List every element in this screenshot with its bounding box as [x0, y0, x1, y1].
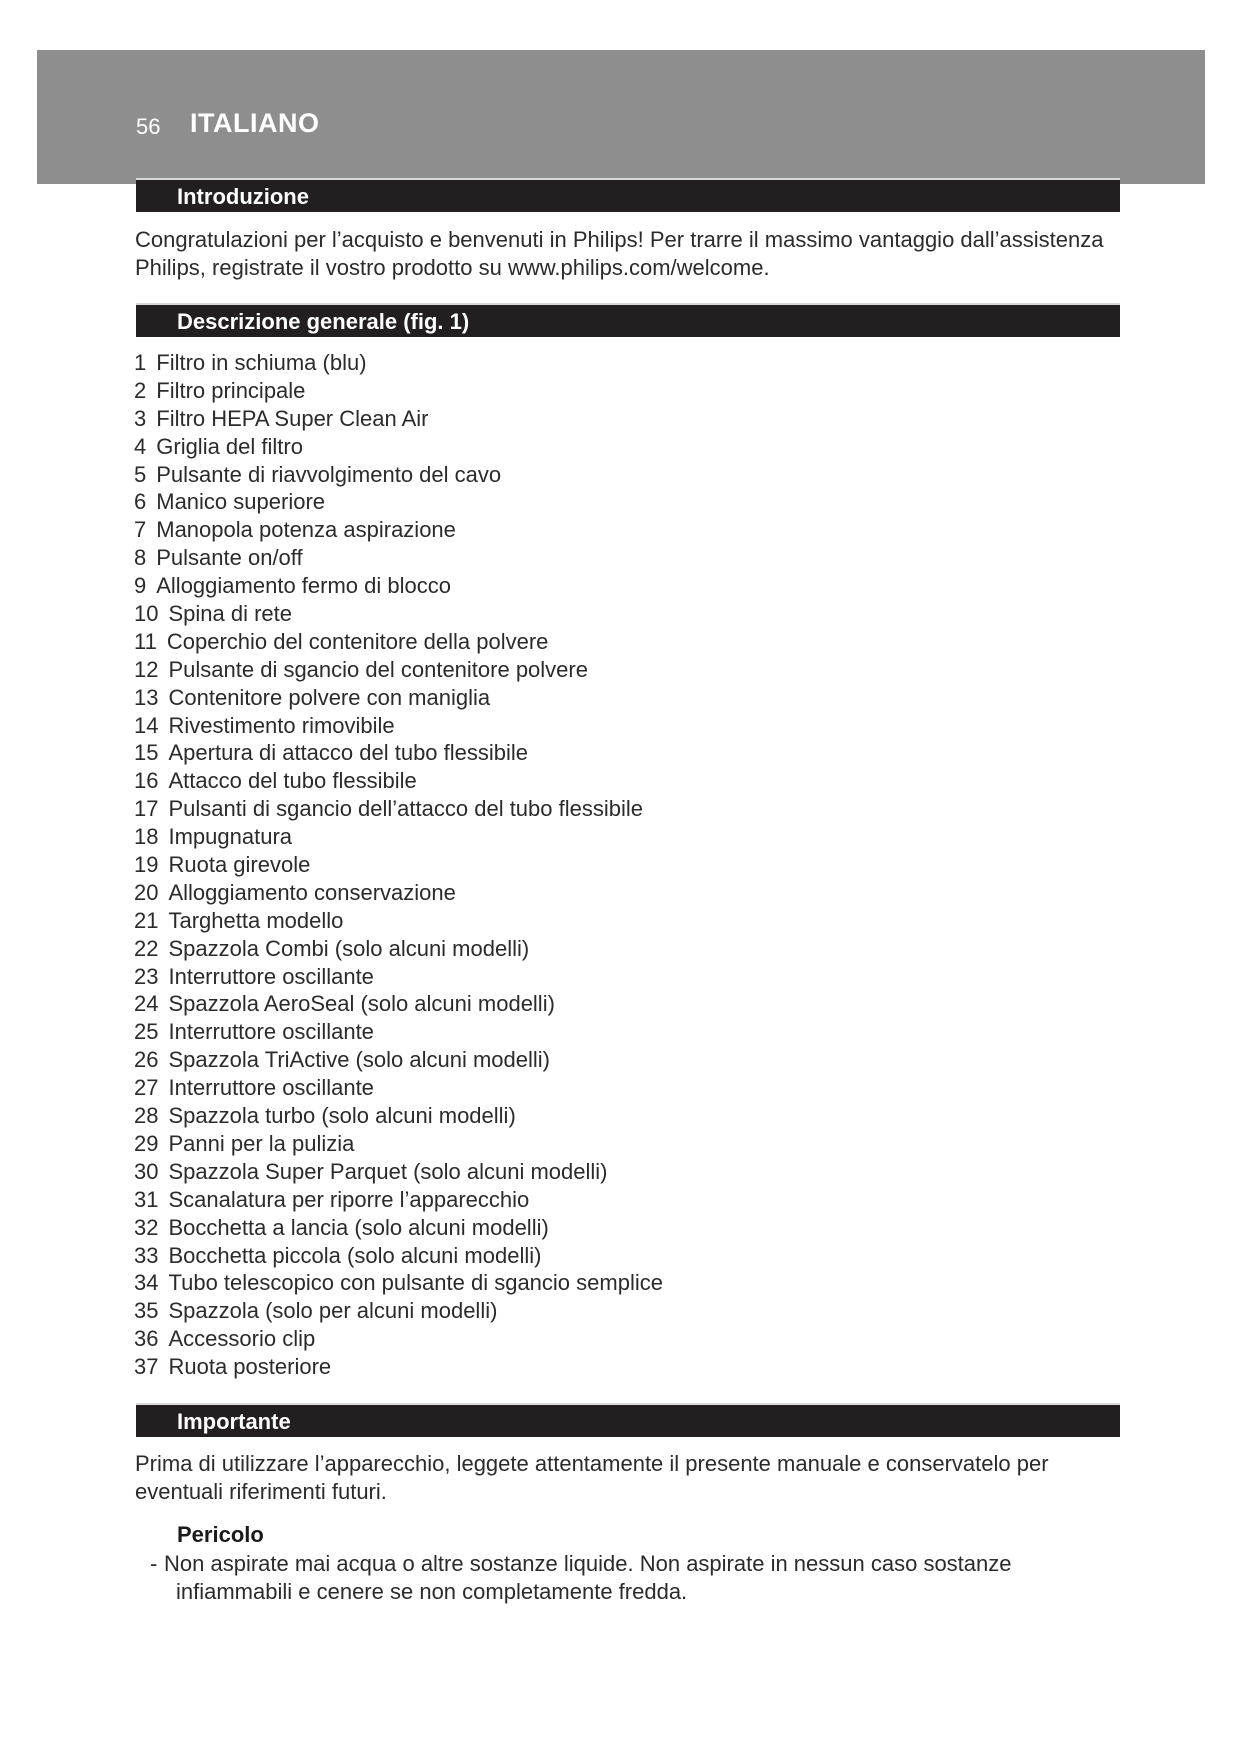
- list-item-number: 29: [134, 1130, 159, 1156]
- list-item-number: 33: [134, 1242, 159, 1268]
- list-item-number: 36: [134, 1326, 159, 1352]
- list-item-number: 24: [134, 991, 159, 1017]
- language-title: ITALIANO: [190, 108, 320, 138]
- list-item-number: 25: [134, 1019, 159, 1045]
- list-item: [134, 1269, 663, 1297]
- list-item-label: Spazzola TriActive (solo alcuni modelli): [168, 1047, 550, 1073]
- list-item-number: 37: [134, 1354, 159, 1380]
- list-item-number: 10: [134, 601, 159, 627]
- list-item-label: Bocchetta a lancia (solo alcuni modelli): [168, 1214, 549, 1240]
- list-item: [134, 656, 663, 684]
- list-item-number: 30: [134, 1158, 159, 1184]
- bullet-dash: -: [150, 1551, 158, 1576]
- list-item: [134, 1242, 663, 1270]
- list-item-label: Interruttore oscillante: [168, 1019, 374, 1045]
- list-item: [134, 1074, 663, 1102]
- list-item-number: 4: [134, 433, 147, 459]
- important-line-1: Prima di utilizzare l’apparecchio, leggete attentamente il presente manuale e conservatelo per: [135, 1451, 1049, 1476]
- list-item-label: Spazzola Combi (solo alcuni modelli): [168, 935, 530, 961]
- list-item-number: 7: [134, 517, 147, 543]
- list-item-number: 19: [134, 852, 159, 878]
- list-item: [134, 461, 663, 489]
- list-item-number: 6: [134, 489, 147, 515]
- list-item-label: Manopola potenza aspirazione: [156, 517, 456, 543]
- list-item: [134, 516, 663, 544]
- list-item-number: 28: [134, 1103, 159, 1129]
- list-item: [134, 1214, 663, 1242]
- list-item-number: 13: [134, 684, 159, 710]
- list-item-number: 2: [134, 377, 147, 403]
- list-item-number: 5: [134, 461, 147, 487]
- important-paragraph: [135, 1450, 1125, 1506]
- intro-line-2: Philips, registrate il vostro prodotto su www.philips.com/welcome.: [135, 255, 770, 280]
- list-item-label: Filtro principale: [156, 377, 306, 403]
- list-item-label: Spazzola (solo per alcuni modelli): [168, 1298, 498, 1324]
- list-item-number: 17: [134, 796, 159, 822]
- list-item-label: Ruota girevole: [168, 852, 311, 878]
- list-item-number: 18: [134, 824, 159, 850]
- list-item: [134, 795, 663, 823]
- list-item: [134, 1353, 663, 1381]
- list-item: [134, 544, 663, 572]
- list-item-number: 23: [134, 963, 159, 989]
- list-item: [134, 963, 663, 991]
- list-item-label: Ruota posteriore: [168, 1354, 332, 1380]
- list-item-number: 15: [134, 740, 159, 766]
- parts-list: [134, 349, 663, 1381]
- bullet-line-2: infiammabili e cenere se non completamente fredda.: [176, 1579, 688, 1604]
- list-item: [134, 628, 663, 656]
- list-item-label: Alloggiamento fermo di blocco: [156, 573, 451, 599]
- list-item: [134, 907, 663, 935]
- list-item-label: Pulsante di riavvolgimento del cavo: [156, 461, 502, 487]
- list-item: [134, 1130, 663, 1158]
- list-item-label: Pulsante di sgancio del contenitore polvere: [168, 656, 588, 682]
- list-item-label: Scanalatura per riporre l’apparecchio: [168, 1186, 530, 1212]
- list-item: [134, 1018, 663, 1046]
- list-item-label: Apertura di attacco del tubo flessibile: [168, 740, 529, 766]
- list-item-label: Targhetta modello: [168, 907, 344, 933]
- danger-bullet: [150, 1550, 1050, 1606]
- section-heading-descrizione: Descrizione generale (fig. 1): [136, 303, 1120, 337]
- list-item: [134, 1186, 663, 1214]
- list-item-number: 1: [134, 350, 147, 375]
- list-item-label: Coperchio del contenitore della polvere: [166, 628, 549, 654]
- list-item-number: 9: [134, 573, 147, 599]
- list-item: [134, 684, 663, 712]
- list-item-label: Attacco del tubo flessibile: [168, 768, 417, 794]
- intro-paragraph: [135, 226, 1125, 282]
- list-item: [134, 1046, 663, 1074]
- list-item: [134, 600, 663, 628]
- page-number: 56: [136, 114, 161, 139]
- list-item-label: Rivestimento rimovibile: [168, 712, 395, 738]
- list-item: [134, 767, 663, 795]
- list-item: [134, 433, 663, 461]
- list-item-number: 11: [134, 628, 157, 654]
- list-item: [134, 488, 663, 516]
- list-item: [134, 990, 663, 1018]
- list-item-label: Interruttore oscillante: [168, 963, 374, 989]
- list-item: [134, 879, 663, 907]
- list-item-number: 12: [134, 656, 159, 682]
- list-item-label: Griglia del filtro: [156, 433, 303, 459]
- list-item-label: Filtro HEPA Super Clean Air: [156, 405, 429, 431]
- list-item: [134, 712, 663, 740]
- section-heading-introduzione: Introduzione: [136, 178, 1120, 212]
- list-item: [134, 1325, 663, 1353]
- section-heading-importante: Importante: [136, 1403, 1120, 1437]
- list-item-number: 21: [134, 907, 159, 933]
- list-item-label: Interruttore oscillante: [168, 1075, 374, 1101]
- list-item-label: Spazzola turbo (solo alcuni modelli): [168, 1103, 516, 1129]
- list-item-number: 27: [134, 1075, 159, 1101]
- list-item-number: 26: [134, 1047, 159, 1073]
- list-item-label: Bocchetta piccola (solo alcuni modelli): [168, 1242, 542, 1268]
- list-item-number: 3: [134, 405, 147, 431]
- list-item: [134, 851, 663, 879]
- bullet-line-1: Non aspirate mai acqua o altre sostanze liquide. Non aspirate in nessun caso sostanze: [164, 1551, 1012, 1576]
- list-item-label: Spazzola AeroSeal (solo alcuni modelli): [168, 991, 555, 1017]
- list-item-label: Accessorio clip: [168, 1326, 316, 1352]
- list-item-label: Impugnatura: [168, 824, 293, 850]
- list-item-label: Pulsante on/off: [156, 545, 303, 571]
- list-item: [134, 935, 663, 963]
- list-item: [134, 1102, 663, 1130]
- list-item-label: Alloggiamento conservazione: [168, 879, 456, 905]
- list-item-number: 16: [134, 768, 159, 794]
- list-item-number: 31: [134, 1186, 159, 1212]
- list-item-label: Spina di rete: [168, 601, 293, 627]
- list-item: [134, 1297, 663, 1325]
- list-item-label: Manico superiore: [156, 489, 325, 515]
- list-item-number: 14: [134, 712, 159, 738]
- list-item-number: 20: [134, 879, 159, 905]
- list-item-label: Contenitore polvere con maniglia: [168, 684, 491, 710]
- list-item: [134, 572, 663, 600]
- list-item: [134, 377, 663, 405]
- danger-heading: Pericolo: [177, 1522, 264, 1547]
- list-item-label: Panni per la pulizia: [168, 1130, 355, 1156]
- list-item-label: Pulsanti di sgancio dell’attacco del tubo flessibile: [168, 796, 643, 822]
- list-item: [134, 823, 663, 851]
- list-item-number: 34: [134, 1270, 159, 1296]
- list-item: [134, 405, 663, 433]
- list-item: [134, 1158, 663, 1186]
- list-item-label: Spazzola Super Parquet (solo alcuni modelli): [168, 1158, 608, 1184]
- intro-line-1: Congratulazioni per l’acquisto e benvenuti in Philips! Per trarre il massimo vantaggio dall’assistenza: [135, 227, 1104, 252]
- important-line-2: eventuali riferimenti futuri.: [135, 1479, 387, 1504]
- list-item-number: 8: [134, 545, 147, 571]
- list-item: [134, 349, 663, 377]
- list-item-number: 22: [134, 935, 159, 961]
- list-item-label: Tubo telescopico con pulsante di sgancio semplice: [168, 1270, 663, 1296]
- list-item-number: 32: [134, 1214, 159, 1240]
- list-item: [134, 739, 663, 767]
- list-item-label: Filtro in schiuma (blu): [156, 350, 367, 375]
- list-item-number: 35: [134, 1298, 159, 1324]
